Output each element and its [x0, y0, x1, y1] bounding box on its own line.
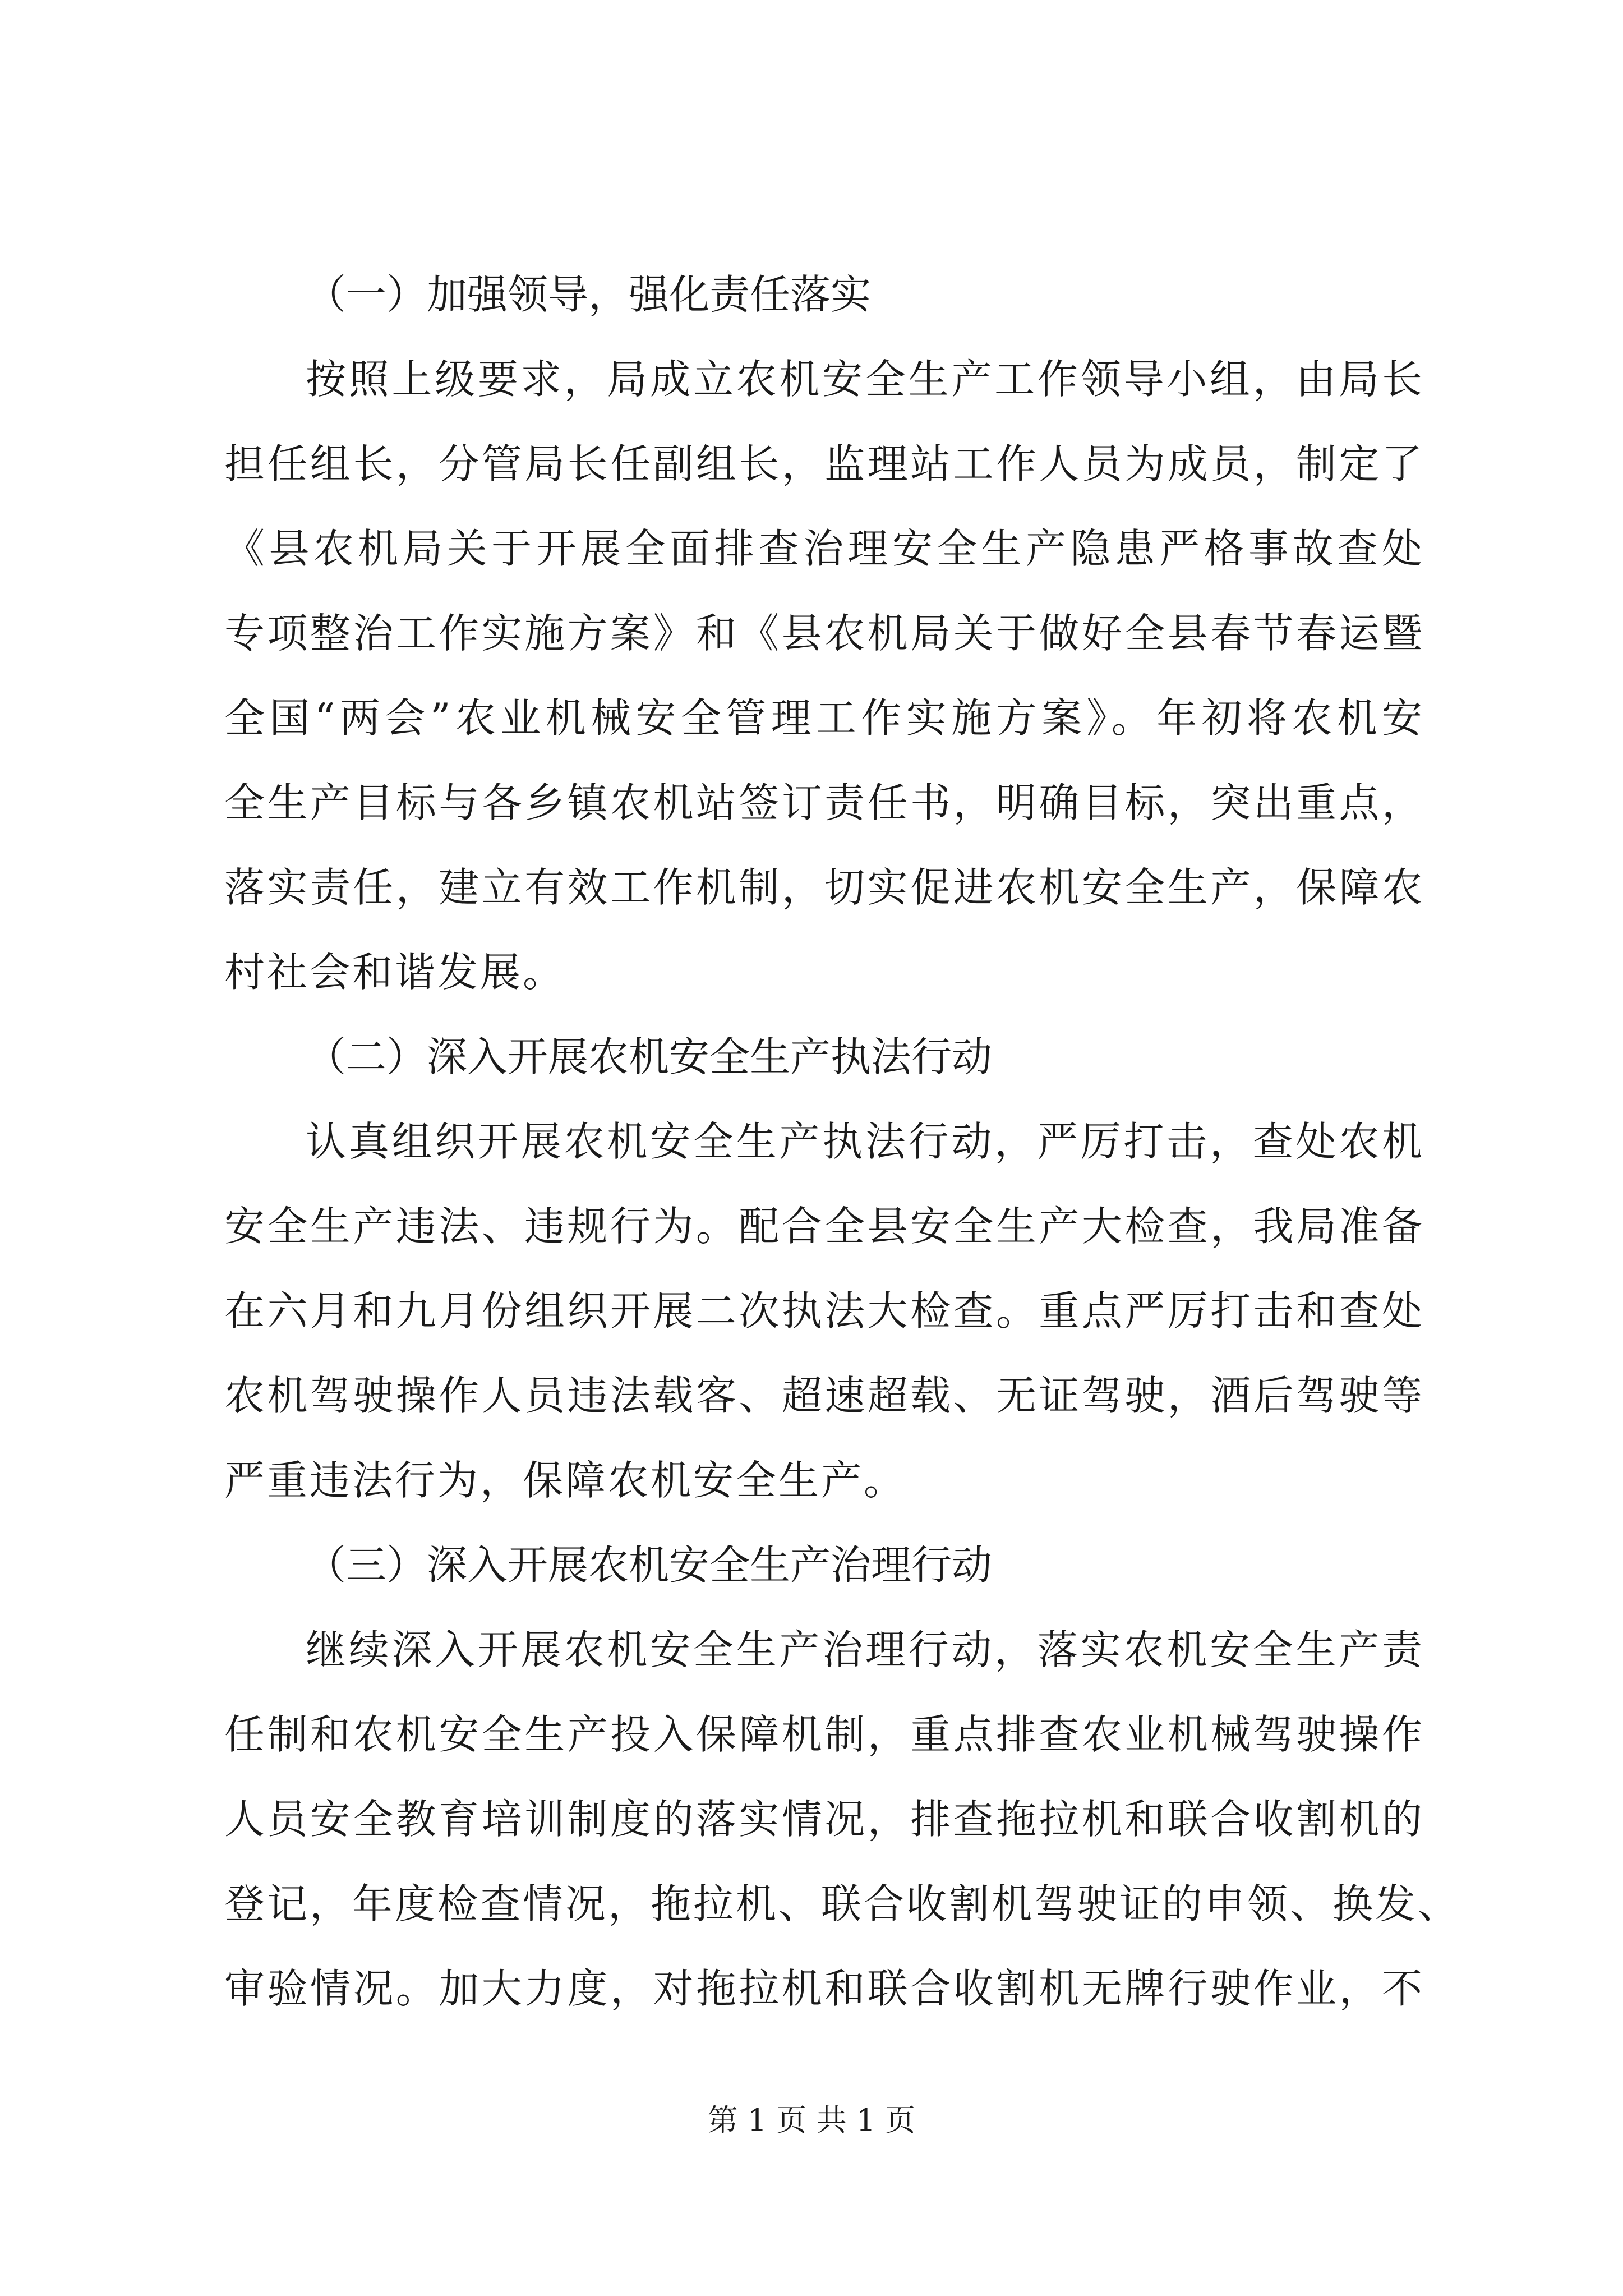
paragraph-line: 按照上级要求，局成立农机安全生产工作领导小组，由局长 — [306, 356, 1424, 403]
paragraph-line: 农机驾驶操作人员违法载客、超速超载、无证驾驶，酒后驾驶等 — [224, 1372, 1424, 1419]
paragraph-line: 严重违法行为，保障农机安全生产。 — [224, 1457, 907, 1504]
paragraph-line: 全生产目标与各乡镇农机站签订责任书，明确目标，突出重点， — [224, 779, 1424, 826]
paragraph-line: 人员安全教育培训制度的落实情况，排查拖拉机和联合收割机的 — [224, 1796, 1424, 1843]
paragraph-line: 安全生产违法、违规行为。配合全县安全生产大检查，我局准备 — [224, 1203, 1424, 1250]
paragraph-line: 村社会和谐发展。 — [224, 949, 566, 996]
paragraph-line: 任制和农机安全生产投入保障机制，重点排查农业机械驾驶操作 — [224, 1711, 1424, 1758]
paragraph-line: 继续深入开展农机安全生产治理行动，落实农机安全生产责 — [306, 1626, 1424, 1673]
paragraph-line: 落实责任，建立有效工作机制，切实促进农机安全生产，保障农 — [224, 864, 1424, 911]
paragraph-line: 审验情况。加大力度，对拖拉机和联合收割机无牌行驶作业，不 — [224, 1965, 1424, 2012]
section-heading-2: （二）深入开展农机安全生产执法行动 — [306, 1033, 993, 1080]
paragraph-line: 登记，年度检查情况，拖拉机、联合收割机驾驶证的申领、换发、 — [224, 1880, 1461, 1927]
paragraph-line: 在六月和九月份组织开展二次执法大检查。重点严厉打击和查处 — [224, 1287, 1424, 1335]
page-footer: 第 1 页 共 1 页 — [707, 2102, 916, 2138]
section-heading-3: （三）深入开展农机安全生产治理行动 — [306, 1542, 993, 1589]
paragraph-line: 专项整治工作实施方案》和《县农机局关于做好全县春节春运暨 — [224, 610, 1424, 657]
paragraph-line: 《县农机局关于开展全面排查治理安全生产隐患严格事故查处 — [224, 525, 1424, 572]
paragraph-line: 全国“两会”农业机械安全管理工作实施方案》。年初将农机安 — [224, 694, 1424, 742]
paragraph-line: 担任组长，分管局长任副组长，监理站工作人员为成员，制定了 — [224, 440, 1424, 487]
document-body — [224, 252, 1461, 2031]
paragraph-line: 认真组织开展农机安全生产执法行动，严厉打击，查处农机 — [306, 1118, 1424, 1165]
section-heading-1: （一）加强领导，强化责任落实 — [306, 271, 872, 318]
